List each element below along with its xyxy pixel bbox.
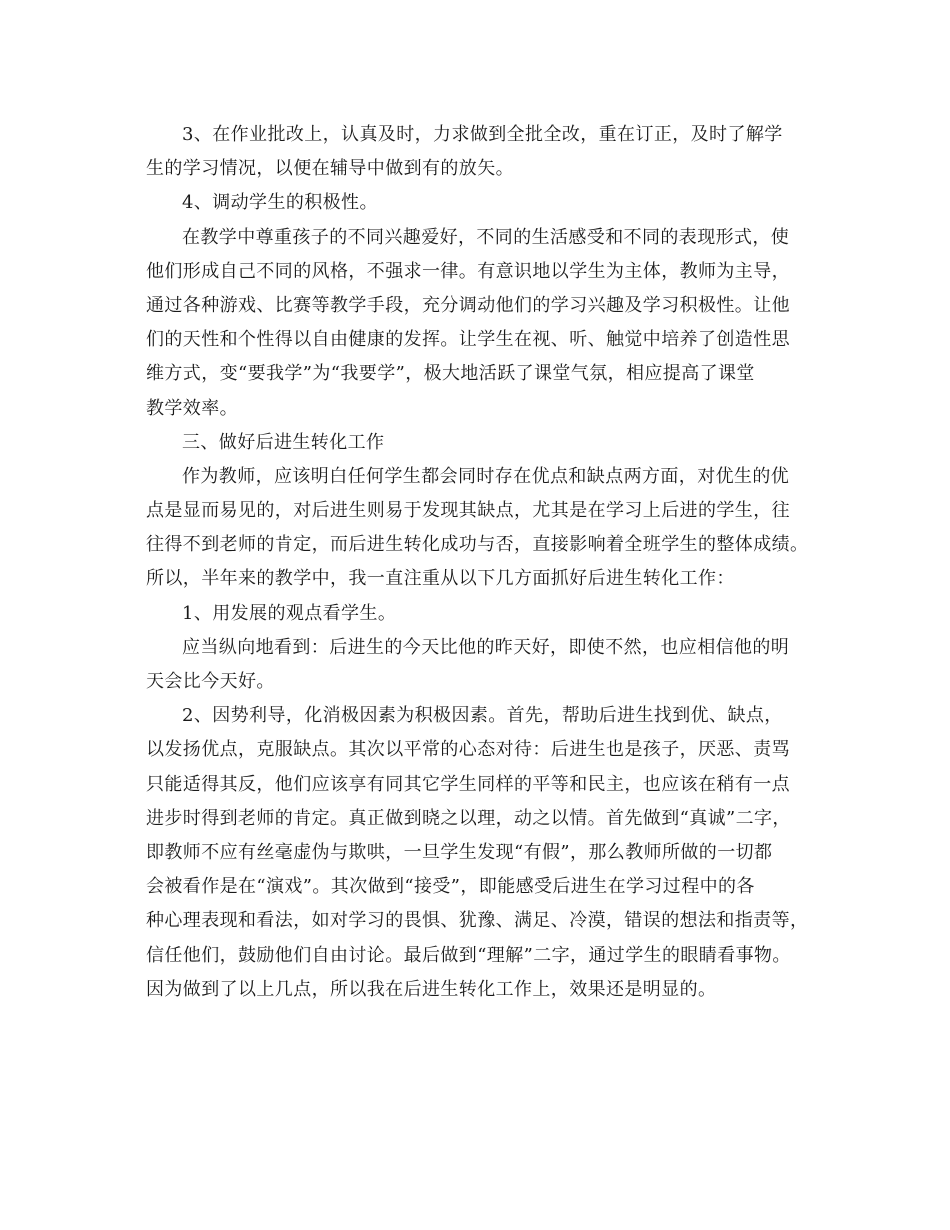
text-line: 作为教师，应该明白任何学生都会同时存在优点和缺点两方面，对优生的优 — [182, 465, 790, 487]
text-line: 以发扬优点，克服缺点。其次以平常的心态对待：后进生也是孩子，厌恶、责骂 — [146, 739, 790, 761]
text-line: 教学效率。 — [146, 397, 238, 419]
text-line: 只能适得其反，他们应该享有同其它学生同样的平等和民主，也应该在稍有一点 — [146, 773, 790, 795]
text-line: 因为做到了以上几点，所以我在后进生转化工作上，效果还是明显的。 — [146, 978, 717, 1000]
text-line: 1、用发展的观点看学生。 — [182, 602, 397, 624]
text-line: 应当纵向地看到：后进生的今天比他的昨天好，即使不然，也应相信他的明 — [182, 636, 790, 658]
text-line: 在教学中尊重孩子的不同兴趣爱好，不同的生活感受和不同的表现形式，使 — [182, 226, 790, 248]
text-line: 生的学习情况，以便在辅导中做到有的放矢。 — [146, 158, 514, 180]
text-line: 维方式，变“要我学”为“我要学”，极大地活跃了课堂气氛，相应提高了课堂 — [146, 363, 755, 385]
text-line: 种心理表现和看法，如对学习的畏惧、犹豫、满足、冷漠，错误的想法和指责等， — [146, 910, 809, 932]
text-line: 们的天性和个性得以自由健康的发挥。让学生在视、听、触觉中培养了创造性思 — [146, 329, 790, 351]
text-line: 2、因势利导，化消极因素为积极因素。首先，帮助后进生找到优、缺点， — [182, 705, 783, 727]
text-line: 信任他们，鼓励他们自由讨论。最后做到“理解”二字，通过学生的眼睛看事物。 — [146, 944, 791, 966]
text-line: 即教师不应有丝毫虚伪与欺哄，一旦学生发现“有假”，那么教师所做的一切都 — [146, 841, 773, 863]
text-line: 4、调动学生的积极性。 — [182, 192, 378, 214]
text-line: 进步时得到老师的肯定。真正做到晓之以理，动之以情。首先做到“真诚”二字， — [146, 807, 791, 829]
text-line: 通过各种游戏、比赛等教学手段，充分调动他们的学习兴趣及学习积极性。让他 — [146, 294, 790, 316]
text-line: 往得不到老师的肯定，而后进生转化成功与否，直接影响着全班学生的整体成绩。 — [146, 534, 809, 556]
text-line: 所以，半年来的教学中，我一直注重从以下几方面抓好后进生转化工作： — [146, 568, 735, 590]
text-line: 点是显而易见的，对后进生则易于发现其缺点，尤其是在学习上后进的学生，往 — [146, 500, 790, 522]
text-line: 会被看作是在“演戏”。其次做到“接受”，即能感受后进生在学习过程中的各 — [146, 876, 755, 898]
text-line: 3、在作业批改上，认真及时，力求做到全批全改，重在订正，及时了解学 — [182, 124, 783, 145]
document-body — [146, 118, 816, 1007]
text-line: 天会比今天好。 — [146, 671, 275, 692]
text-line: 他们形成自己不同的风格，不强求一律。有意识地以学生为主体，教师为主导， — [146, 260, 790, 282]
text-line: 三、做好后进生转化工作 — [182, 431, 385, 453]
